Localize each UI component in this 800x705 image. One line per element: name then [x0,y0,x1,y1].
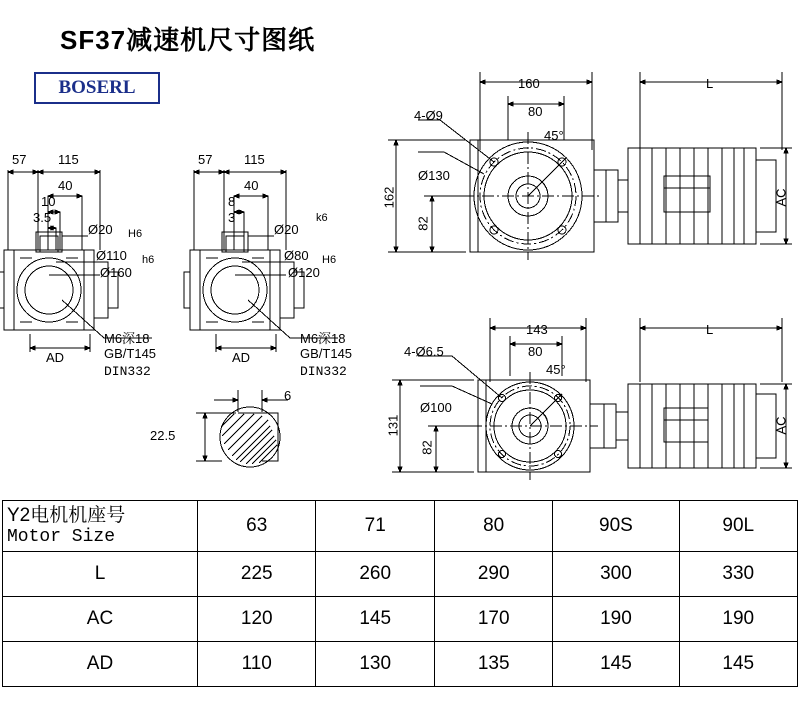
dim-tr-45deg: 45° [544,128,564,143]
dim-lv2-8: 8 [228,194,236,209]
top-right-view [388,72,792,260]
table-col-size-0: 63 [198,501,316,552]
table-col-size-3: 90S [553,501,679,552]
dim-lv2-d120: Ø120 [288,265,320,280]
dim-lv2-40: 40 [244,178,259,193]
dim-tr-162: 162 [381,186,397,209]
cell-L-90S: 300 [553,552,679,597]
dim-lv2-d20: Ø20 [274,222,299,237]
table-col-size-1: 71 [316,501,434,552]
dim-lv1-10: 10 [41,194,56,209]
dim-lv1-ad: AD [46,350,65,365]
note-lv2-m6: M6深18 [300,331,346,346]
dim-lv2-115: 115 [244,152,265,167]
dim-br-45deg: 45° [546,362,566,377]
cell-AC-71: 145 [316,597,434,642]
dim-lv2-tol-k6: k6 [316,212,328,224]
dim-key-22p5: 22.5 [150,428,176,443]
dim-tr-82: 82 [415,216,431,231]
row-label-AD: AD [3,642,198,687]
note-lv1-m6: M6深18 [104,331,150,346]
table-row [3,597,798,642]
dim-br-d100: Ø100 [420,400,452,415]
dim-tr-AC: AC [773,188,789,207]
cell-L-90L: 330 [679,552,797,597]
dim-lv1-d110: Ø110 [96,248,127,263]
dim-lv1-57: 57 [12,152,27,167]
cell-L-80: 290 [434,552,552,597]
dim-tr-160: 160 [518,76,540,91]
note-lv1-din332: DIN332 [104,364,151,379]
cell-L-63: 225 [198,552,316,597]
cell-AD-90S: 145 [553,642,679,687]
dim-tr-80: 80 [528,104,543,119]
dim-br-82: 82 [419,440,435,455]
cell-AD-80: 135 [434,642,552,687]
dim-br-AC: AC [773,416,789,435]
dim-br-80: 80 [528,344,543,359]
dim-lv1-d20: Ø20 [88,222,113,237]
dim-lv2-57: 57 [198,152,213,167]
table-col-size-2: 80 [434,501,552,552]
motor-size-table [2,500,798,687]
cell-AC-90L: 190 [679,597,797,642]
cell-AD-90L: 145 [679,642,797,687]
dim-lv1-40: 40 [58,178,73,193]
dim-lv1-3p5: 3.5 [33,210,52,225]
dim-tr-L: L [706,76,714,91]
dim-lv2-ad: AD [232,350,251,365]
cell-AC-90S: 190 [553,597,679,642]
note-lv1-gbt145: GB/T145 [104,346,157,361]
dim-tr-4xd9: 4-Ø9 [414,108,443,123]
left-view-2 [184,170,338,352]
table-header-row [3,501,798,552]
note-lv2-din332: DIN332 [300,364,347,379]
cell-AC-63: 120 [198,597,316,642]
row-label-AC: AC [3,597,198,642]
shaft-key-detail [196,390,288,467]
table-row [3,642,798,687]
cell-AC-80: 170 [434,597,552,642]
table-header-label [3,501,198,552]
dim-lv1-tol-h6: H6 [128,228,143,240]
table-header-cn: Y2电机机座号 [7,504,126,526]
note-lv2-gbt145: GB/T145 [300,346,353,361]
dim-lv1-115: 115 [58,152,79,167]
dim-lv2-tol-h6: H6 [322,254,337,266]
dim-lv1-tol-h6b: h6 [142,254,155,266]
dim-tr-d130: Ø130 [418,168,450,183]
dim-br-143: 143 [526,322,548,337]
page-title: SF37减速机尺寸图纸 [60,25,316,55]
brand-logo-text: BOSERL [58,77,136,98]
dim-lv1-d160: Ø160 [100,265,132,280]
bottom-right-view [392,318,792,480]
cell-L-71: 260 [316,552,434,597]
cell-AD-63: 110 [198,642,316,687]
left-view-1 [0,170,155,352]
dim-lv2-3: 3 [228,210,236,225]
dim-br-L: L [706,322,714,337]
table-col-size-4: 90L [679,501,797,552]
dim-br-4xd65: 4-Ø6.5 [404,344,444,359]
table-header-en: Motor Size [7,526,116,547]
table-row [3,552,798,597]
row-label-L: L [3,552,198,597]
cell-AD-71: 130 [316,642,434,687]
dim-lv2-d80: Ø80 [284,248,309,263]
dim-br-131: 131 [385,414,401,437]
dim-key-6: 6 [284,388,292,403]
